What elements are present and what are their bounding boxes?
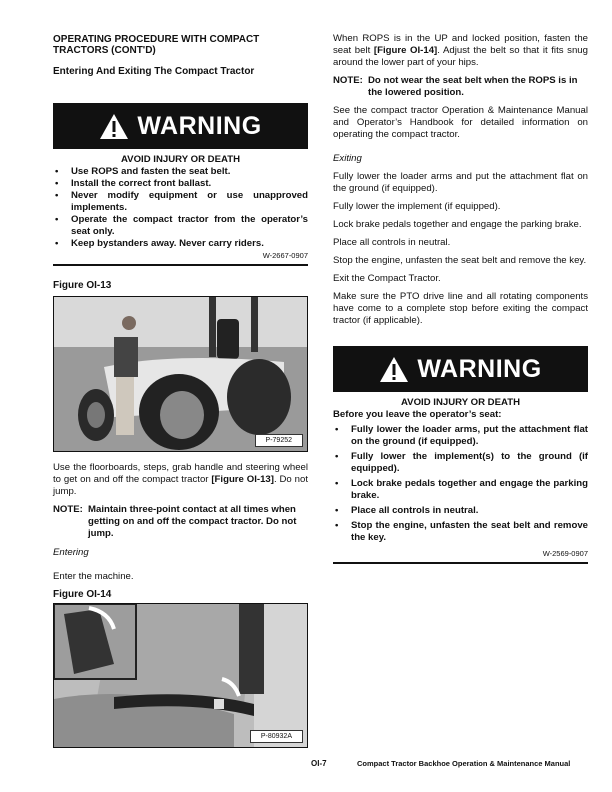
warning-item: • Stop the engine, unfasten the seat belt and remove the key. xyxy=(333,520,588,544)
note-label: NOTE: xyxy=(53,504,83,515)
subsection-entering: Entering xyxy=(53,547,89,558)
figure-reference: [Figure OI-13] xyxy=(211,474,274,485)
note-text: Maintain three-point contact at all times when getting on and off the compact tractor. Do not jump. xyxy=(88,504,297,539)
text: Use the floorboards, steps, grab handle and steering wheel to get on and off the compact tractor xyxy=(53,462,308,485)
warning-code: W-2569-0907 xyxy=(542,549,588,558)
seat-belt-photo xyxy=(54,604,308,747)
divider xyxy=(333,562,588,564)
step: Stop the engine, unfasten the seat belt and remove the key. xyxy=(333,255,587,266)
warning-triangle-icon xyxy=(379,356,409,383)
warning-list xyxy=(333,424,588,544)
warning-title: AVOID INJURY OR DEATH xyxy=(400,397,521,408)
warning-item: • Install the correct front ballast. xyxy=(53,178,308,190)
paragraph xyxy=(53,462,308,498)
figure-oi-13-photo xyxy=(53,296,308,452)
note-text: Do not wear the seat belt when the ROPS is in the lowered position. xyxy=(368,75,578,98)
warning-item: • Fully lower the implement(s) to the ground (if equipped). xyxy=(333,451,588,475)
paragraph xyxy=(333,33,588,69)
warning-intro: Before you leave the operator’s seat: xyxy=(333,409,502,420)
warning-item: • Use ROPS and fasten the seat belt. xyxy=(53,166,308,178)
subheading: Entering And Exiting The Compact Tractor xyxy=(53,66,255,77)
divider xyxy=(53,264,308,266)
warning-label: WARNING xyxy=(417,355,542,383)
warning-banner xyxy=(333,346,588,392)
right-column xyxy=(333,33,588,564)
manual-title: Compact Tractor Backhoe Operation & Maintenance Manual xyxy=(357,759,571,768)
subsection-exiting: Exiting xyxy=(333,153,362,164)
note xyxy=(333,75,588,99)
step: Exit the Compact Tractor. xyxy=(333,273,441,284)
step: Make sure the PTO drive line and all rotating components have come to a complete stop before exiting the compact tractor (if applicable). xyxy=(333,291,588,326)
warning-block-1 xyxy=(53,103,308,266)
step: Fully lower the implement (if equipped). xyxy=(333,201,501,212)
paragraph: See the compact tractor Operation & Maintenance Manual and Operator’s Handbook for detailed information on operating the compact tractor. xyxy=(333,105,588,140)
warning-title: AVOID INJURY OR DEATH xyxy=(120,154,241,165)
tractor-photo xyxy=(54,297,308,451)
text: When ROPS is in the UP and locked position, fasten the seat belt xyxy=(333,33,588,56)
note-label: NOTE: xyxy=(333,75,363,86)
step: Lock brake pedals together and engage the parking brake. xyxy=(333,219,582,230)
step: Fully lower the loader arms and put the attachment flat on the ground (if equipped). xyxy=(333,171,588,194)
warning-item: • Keep bystanders away. Never carry riders. xyxy=(53,238,308,250)
warning-banner xyxy=(53,103,308,149)
left-column xyxy=(53,34,308,748)
warning-triangle-icon xyxy=(99,113,129,140)
figure-label: Figure OI-13 xyxy=(53,280,112,291)
text: . Do not jump. xyxy=(53,474,308,497)
warning-item: • Fully lower the loader arms, put the attachment flat on the ground (if equipped). xyxy=(333,424,588,448)
warning-item: • Lock brake pedals together and engage the parking brake. xyxy=(333,478,588,502)
step: Place all controls in neutral. xyxy=(333,237,451,248)
figure-reference: [Figure OI-14] xyxy=(373,45,438,56)
note xyxy=(53,504,308,540)
figure-label: Figure OI-14 xyxy=(53,589,112,600)
warning-item: • Never modify equipment or use unapproved implements. xyxy=(53,190,308,214)
photo-id-tag: P-79252 xyxy=(255,434,303,447)
text: . Adjust the belt so that it fits snug around the lower part of your hips. xyxy=(333,45,588,68)
page-number: OI-7 xyxy=(311,759,327,768)
figure-oi-14-photo xyxy=(53,603,308,748)
warning-block-2 xyxy=(333,346,588,564)
warning-item: • Place all controls in neutral. xyxy=(333,505,588,517)
warning-item: • Operate the compact tractor from the operator’s seat only. xyxy=(53,214,308,238)
section-heading: OPERATING PROCEDURE WITH COMPACT TRACTORS (CONT'D) xyxy=(53,34,260,56)
instruction: Enter the machine. xyxy=(53,571,134,582)
warning-code: W-2667-0907 xyxy=(262,251,308,260)
warning-list xyxy=(53,166,308,250)
photo-id-tag: P-80932A xyxy=(250,730,303,743)
warning-label: WARNING xyxy=(137,112,262,140)
